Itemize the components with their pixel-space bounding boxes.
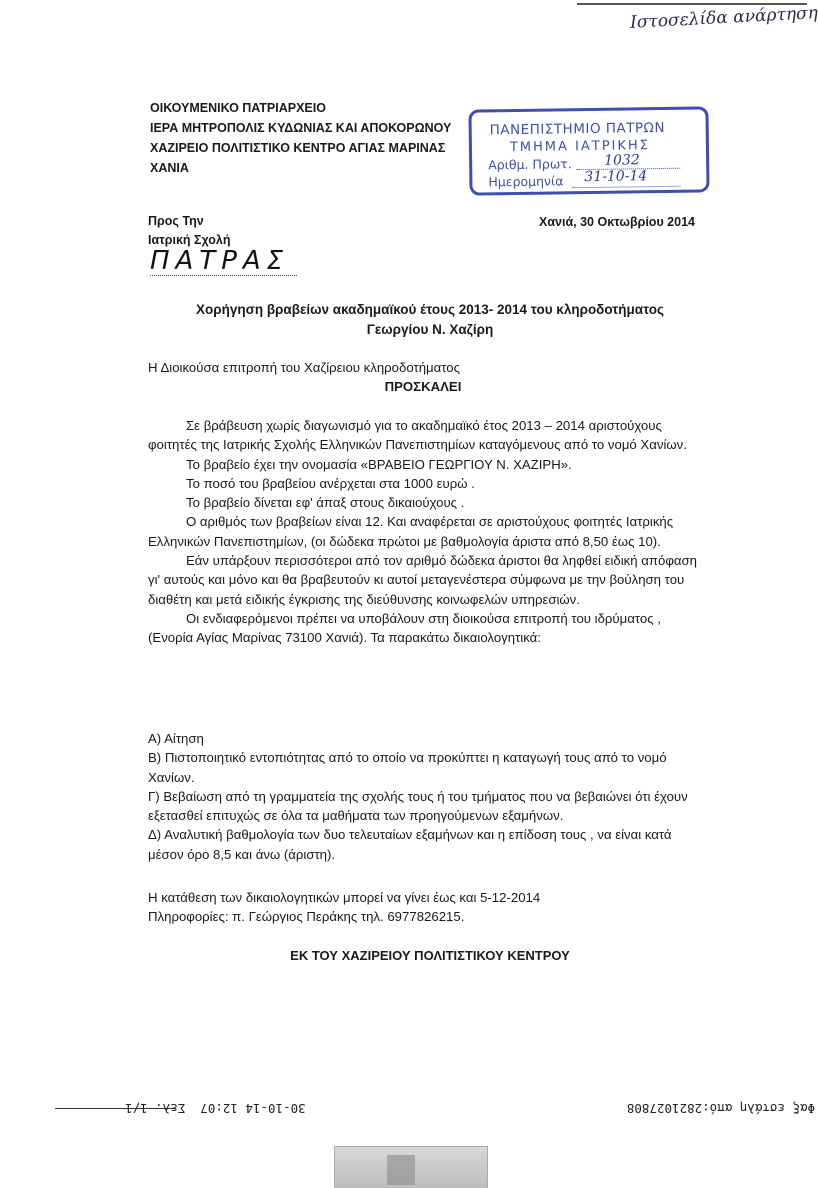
closing-block	[148, 888, 708, 927]
place-and-date: Χανιά, 30 Οκτωβρίου 2014	[539, 215, 695, 229]
recipient-block	[148, 212, 231, 250]
paragraph-2: Το βραβείο έχει την ονομασία «ΒΡΑΒΕΙΟ ΓΕΩΡΓΙΟΥ Ν. ΧΑΖΙΡΗ».	[186, 456, 572, 472]
university-receipt-stamp	[468, 106, 709, 195]
subject-line-2: Γεωργίου Ν. Χαζίρη	[366, 322, 494, 337]
deadline-text: Η κατάθεση των δικαιολογητικών μπορεί να γίνει έως και 5-12-2014	[148, 890, 541, 905]
organization-header	[150, 98, 451, 178]
signature-line: ΕΚ ΤΟΥ ΧΑΖΙΡΕΙΟΥ ΠΟΛΙΤΙΣΤΙΚΟΥ ΚΕΝΤΡΟΥ	[290, 948, 570, 963]
stamp-date-label: Ημερομηνία	[488, 173, 564, 190]
recipient-line-2: Ιατρική Σχολή	[148, 233, 231, 247]
handwritten-note: Ιστοσελίδα ανάρτηση	[629, 3, 818, 33]
main-paragraphs	[148, 416, 708, 648]
fax-timestamp: 30-10-14 12:07	[200, 1101, 306, 1116]
fax-header-upside-down	[125, 1101, 815, 1116]
document-subject	[120, 300, 740, 340]
paragraph-5: Ο αριθμός των βραβείων είναι 12. Και αναφέρεται σε αριστούχους φοιτητές Ιατρικής Ελληνικών Πανεπιστημίων, (οι δώδεκα πρώτοι με βαθμολογία άριστα από 8,50 έως 10).	[148, 514, 674, 549]
paragraph-1: Σε βράβευση χωρίς διαγωνισμό για το ακαδημαϊκό έτος 2013 – 2014 αριστούχους φοιτητές της Ιατρικής Σχολής Ελληνικών Πανεπιστημίων καταγόμενους από το νομό Χανίων.	[148, 418, 687, 453]
intro-text: Η Διοικούσα επιτροπή του Χαζίρειου κληροδοτήματος	[148, 360, 460, 375]
organization-line-2: ΙΕΡΑ ΜΗΤΡΟΠΟΛΙΣ ΚΥΔΩΝΙΑΣ ΚΑΙ ΑΠΟΚΟΡΩΝΟΥ	[150, 121, 452, 135]
paragraph-3: Το ποσό του βραβείου ανέρχεται στα 1000 ευρώ .	[186, 475, 475, 491]
scan-smudge	[334, 1146, 488, 1188]
subject-line-1: Χορήγηση βραβείων ακαδημαϊκού έτους 2013- 2014 του κληροδοτήματος	[195, 302, 664, 317]
stamp-protocol-number: 1032	[604, 152, 640, 169]
paragraph-4: Το βραβείο δίνεται εφ' άπαξ στους δικαιούχους .	[186, 495, 465, 511]
stamp-department: ΤΜΗΜΑ ΙΑΤΡΙΚΗΣ	[509, 138, 651, 156]
stamp-protocol-label: Αριθμ. Πρωτ.	[488, 156, 572, 173]
fax-page: Σελ. 1/1	[125, 1101, 186, 1116]
organization-line-1: ΟΙΚΟΥΜΕΝΙΚΟ ΠΑΤΡΙΑΡΧΕΙΟ	[150, 101, 326, 115]
recipient-line-1: Προς Την	[148, 214, 204, 228]
intro-block	[148, 358, 708, 397]
info-text: Πληροφορίες: π. Γεώργιος Περάκης τηλ. 6977826215.	[148, 909, 465, 925]
invite-heading: ΠΡΟΣΚΑΛΕΙ	[384, 379, 462, 395]
fax-timestamp-page	[125, 1101, 306, 1116]
organization-line-3: ΧΑΖΙΡΕΙΟ ΠΟΛΙΤΙΣΤΙΚΟ ΚΕΝΤΡΟ ΑΓΙΑΣ ΜΑΡΙΝΑΣ	[150, 141, 446, 155]
requirements-list	[148, 729, 708, 864]
requirement-b: Β) Πιστοποιητικό εντοπιότητας από το οποίο να προκύπτει η καταγωγή τους από το νομό Χανίων.	[148, 750, 667, 785]
requirement-c: Γ) Βεβαίωση από τη γραμματεία της σχολής τους ή του τμήματος που να βεβαιώνει ότι έχουν εξετασθεί επιτυχώς σε όλα τα μαθήματα των προηγούμενων εξαμήνων.	[148, 788, 688, 824]
stamp-date-value: 31-10-14	[584, 168, 648, 186]
requirement-d: Δ) Αναλυτική βαθμολογία των δυο τελευταίων εξαμήνων και η επίδοση τους , να είναι κατά μέσον όρο 8,5 και άνω (άριστη).	[148, 827, 672, 862]
paragraph-6: Εάν υπάρξουν περισσότεροι από τον αριθμό δώδεκα άριστοι θα ληφθεί ειδική απόφαση γι' αυτούς και μόνο και θα βραβευτούν κι αυτοί μεταγενέστερα σύμφωνα με την βούληση του διαθέτη και μετά ειδικής έγκρισης της διεύθυνσης κοινωφελών υπηρεσιών.	[148, 553, 697, 607]
stamp-date-line	[573, 186, 681, 189]
organization-line-4: ΧΑΝΙΑ	[150, 161, 189, 175]
stamp-university: ΠΑΝΕΠΙΣΤΗΜΙΟ ΠΑΤΡΩΝ	[489, 119, 666, 139]
requirement-a: Α) Αίτηση	[148, 731, 204, 746]
fax-sender: Φαξ εστάλη από:2821027808	[626, 1101, 815, 1116]
handwritten-recipient-city: ΠΑΤΡΑΣ	[150, 247, 297, 276]
paragraph-7: Οι ενδιαφερόμενοι πρέπει να υποβάλουν στη διοικούσα επιτροπή του ιδρύματος , (Ενορία Αγίας Μαρίνας 73100 Χανιά). Τα παρακάτω δικαιολογητικά:	[148, 610, 661, 646]
